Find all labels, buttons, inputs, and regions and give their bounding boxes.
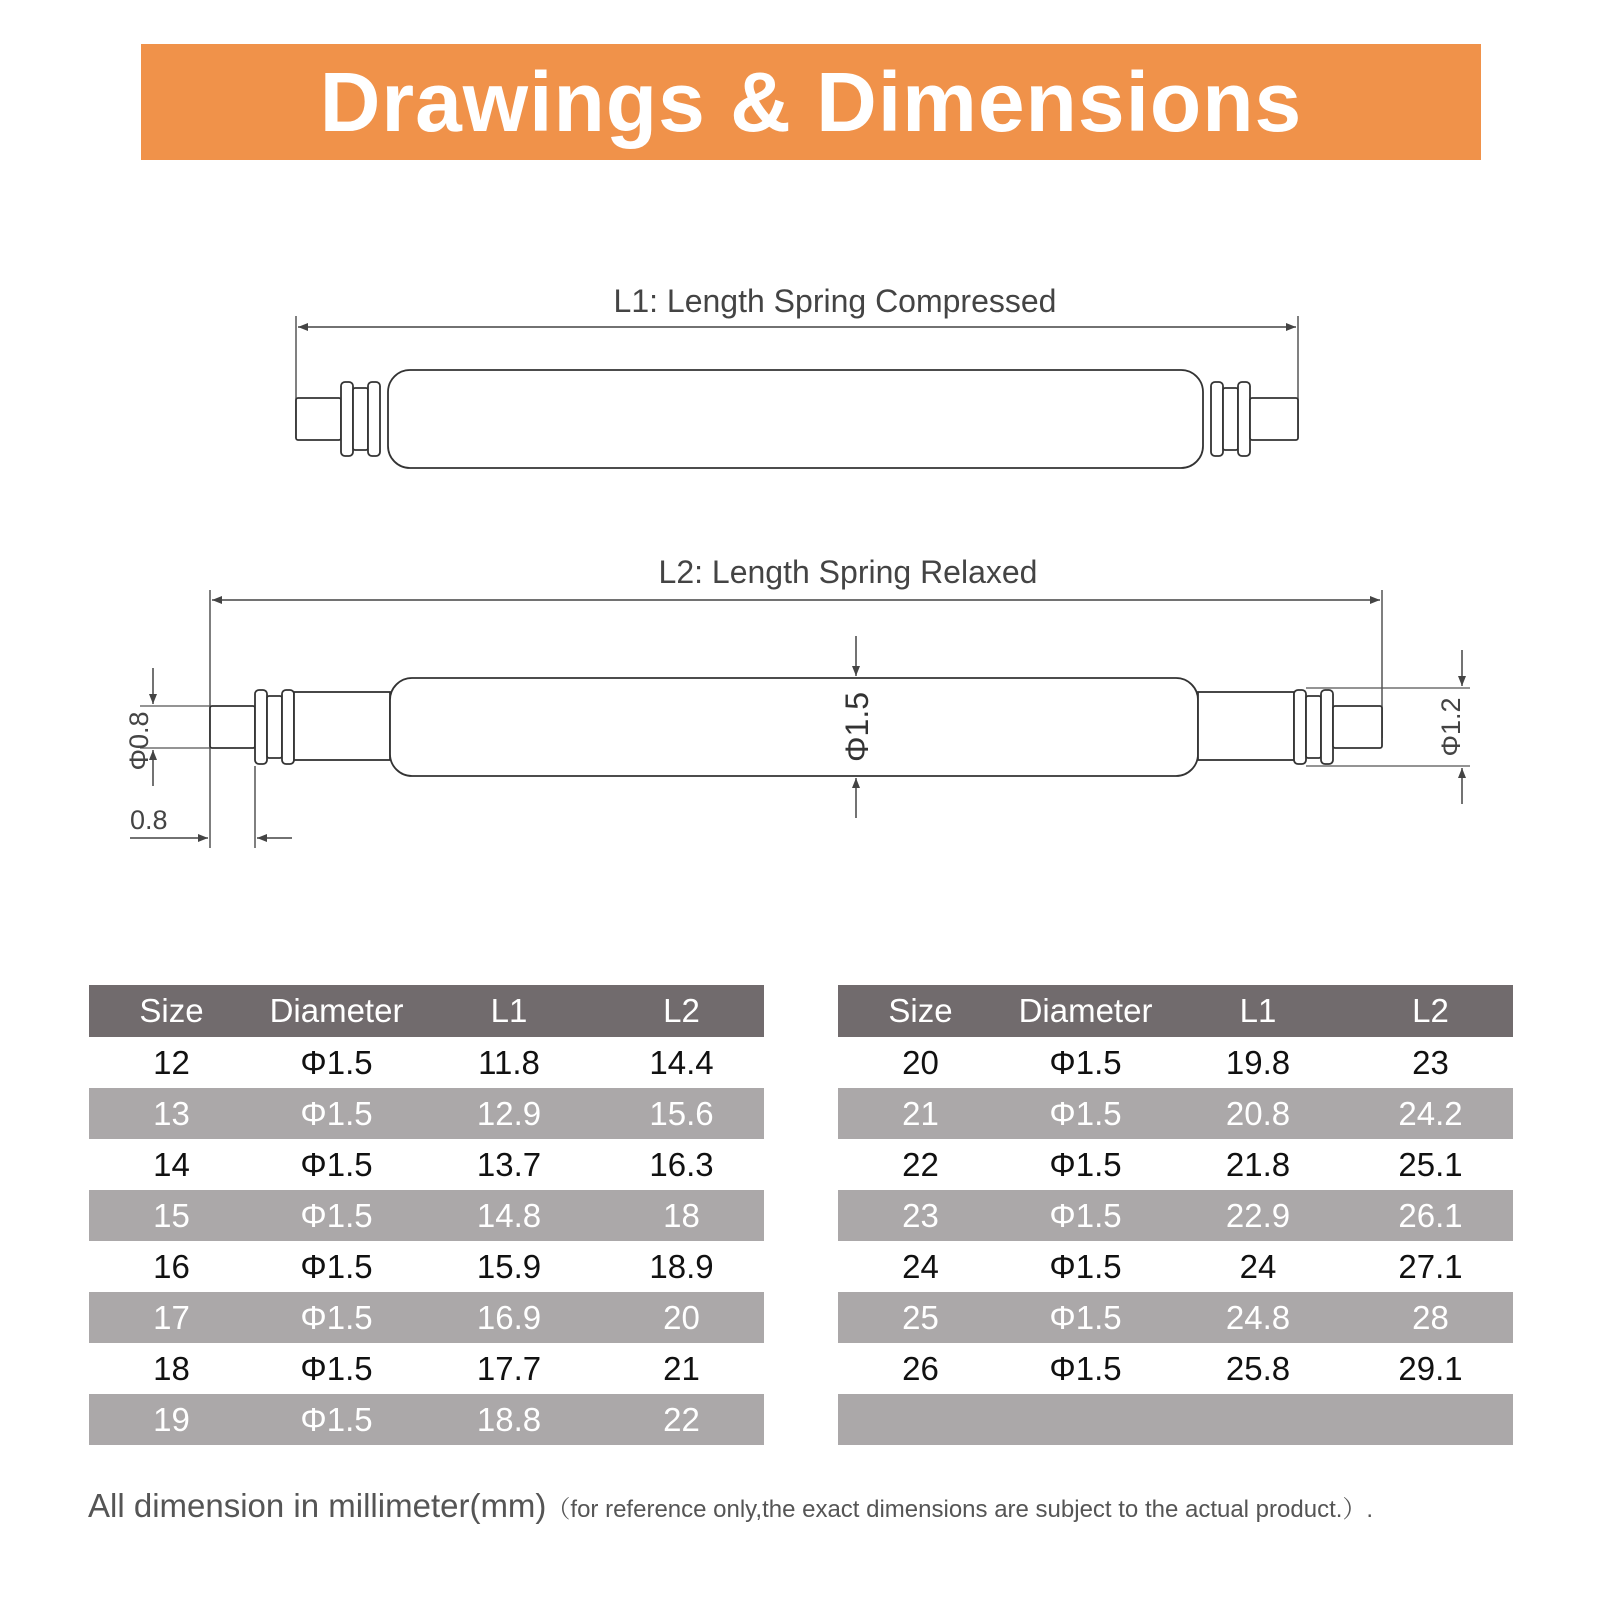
l2-shaft-right — [1198, 692, 1294, 760]
cell-diameter: Φ1.5 — [1003, 1190, 1168, 1241]
cell-diameter: Φ1.5 — [254, 1394, 419, 1445]
table-row — [89, 1394, 764, 1445]
cell-l1: 22.9 — [1168, 1190, 1348, 1241]
cell-diameter: Φ1.5 — [1049, 1349, 1122, 1387]
l2-relaxed-drawing — [124, 554, 1470, 848]
cell-l1: 12.9 — [419, 1088, 599, 1139]
l2-label: L2: Length Spring Relaxed — [658, 554, 1038, 590]
body-diameter-label: Φ1.5 — [839, 691, 875, 763]
table-row — [838, 1139, 1513, 1190]
cell-l2: 18.9 — [649, 1247, 714, 1285]
table-row-empty — [838, 1394, 1513, 1445]
cell-l1: 18.8 — [419, 1394, 599, 1445]
tip-diameter-dimension — [124, 668, 210, 786]
cell-diameter: Φ1.5 — [1049, 1247, 1122, 1285]
cell-l2: 18 — [599, 1190, 764, 1241]
size-table-left — [89, 985, 764, 1445]
table-row — [89, 1139, 764, 1190]
cell-size: 18 — [153, 1349, 190, 1387]
cell-size: 17 — [89, 1292, 254, 1343]
cell-l2: 29.1 — [1398, 1349, 1463, 1387]
l2-shaft-left — [294, 692, 390, 760]
cell-size: 16 — [153, 1247, 190, 1285]
page-title: Drawings & Dimensions — [319, 54, 1303, 149]
cell-l2: 23 — [1412, 1043, 1449, 1081]
table-row — [89, 1190, 764, 1241]
cell-l1: 20.8 — [1168, 1088, 1348, 1139]
cell-diameter: Φ1.5 — [300, 1247, 373, 1285]
shoulder-diameter-label: Φ1.2 — [1436, 697, 1466, 757]
cell-size: 12 — [153, 1043, 190, 1081]
cell-l2: 28 — [1348, 1292, 1513, 1343]
tip-length-label: 0.8 — [130, 805, 168, 835]
cell-l2: 16.3 — [649, 1145, 714, 1183]
l1-compressed-drawing — [296, 283, 1298, 468]
cell-l2: 24.2 — [1348, 1088, 1513, 1139]
table-row — [838, 1037, 1513, 1088]
tip-diameter-label: Φ0.8 — [124, 711, 154, 771]
cell-size: 23 — [838, 1190, 1003, 1241]
cell-l1: 11.8 — [478, 1043, 540, 1081]
cell-size: 25 — [838, 1292, 1003, 1343]
cell-size: 20 — [902, 1043, 939, 1081]
cell-diameter — [1003, 1394, 1168, 1445]
cell-diameter: Φ1.5 — [1003, 1088, 1168, 1139]
cell-l2: 26.1 — [1348, 1190, 1513, 1241]
l2-flange-right-inner — [1294, 690, 1306, 764]
cell-size: 14 — [153, 1145, 190, 1183]
l1-flange-left-inner — [368, 382, 380, 456]
cell-size — [838, 1394, 1003, 1445]
l2-groove-left — [267, 696, 282, 758]
cell-l1: 25.8 — [1225, 1349, 1291, 1387]
cell-size: 22 — [902, 1145, 939, 1183]
table-row — [89, 1292, 764, 1343]
table-row — [838, 1343, 1513, 1394]
l1-flange-right-inner — [1211, 382, 1223, 456]
cell-l1: 19.8 — [1225, 1043, 1291, 1081]
cell-diameter: Φ1.5 — [1049, 1145, 1122, 1183]
l1-tip-left — [296, 398, 341, 440]
cell-l2: 27.1 — [1398, 1247, 1463, 1285]
cell-l1: 24 — [1239, 1247, 1277, 1285]
cell-l1: 15.9 — [476, 1247, 542, 1285]
size-table-right — [838, 985, 1513, 1445]
cell-size: 19 — [89, 1394, 254, 1445]
cell-size: 24 — [902, 1247, 939, 1285]
table-row — [838, 1292, 1513, 1343]
l1-groove-right — [1223, 388, 1238, 450]
cell-l2: 14.4 — [649, 1043, 714, 1081]
tip-length-dimension — [130, 766, 292, 848]
cell-l2: 22 — [599, 1394, 764, 1445]
l1-groove-left — [353, 388, 368, 450]
cell-l2: 15.6 — [599, 1088, 764, 1139]
l1-flange-left-outer — [341, 382, 353, 456]
cell-size: 13 — [89, 1088, 254, 1139]
l2-body — [390, 678, 1198, 776]
cell-l2: 25.1 — [1398, 1145, 1463, 1183]
l2-flange-left-outer — [255, 690, 267, 764]
table-row — [838, 1241, 1513, 1292]
cell-l1: 14.8 — [419, 1190, 599, 1241]
l1-label: L1: Length Spring Compressed — [613, 283, 1057, 319]
cell-diameter: Φ1.5 — [254, 1088, 419, 1139]
l1-tip-right — [1250, 398, 1298, 440]
footnote-units: All dimension in millimeter(mm) — [88, 1487, 547, 1524]
cell-size: 26 — [902, 1349, 939, 1387]
l2-groove-right — [1306, 696, 1321, 758]
table-row — [89, 1241, 764, 1292]
l2-tip-left — [210, 706, 255, 748]
cell-diameter: Φ1.5 — [1049, 1043, 1122, 1081]
footnote — [88, 1487, 1373, 1525]
cell-l1 — [1168, 1394, 1348, 1445]
cell-size: 21 — [838, 1088, 1003, 1139]
cell-l1: 17.7 — [476, 1349, 542, 1387]
cell-l2 — [1348, 1394, 1513, 1445]
cell-l2: 21 — [663, 1349, 700, 1387]
column-header-l1: L1 — [419, 985, 599, 1037]
l1-flange-right-outer — [1238, 382, 1250, 456]
table-row — [89, 1343, 764, 1394]
cell-diameter: Φ1.5 — [300, 1145, 373, 1183]
cell-diameter: Φ1.5 — [254, 1190, 419, 1241]
cell-l1: 24.8 — [1168, 1292, 1348, 1343]
cell-diameter: Φ1.5 — [300, 1349, 373, 1387]
cell-size: 15 — [89, 1190, 254, 1241]
l2-flange-right-outer — [1321, 690, 1333, 764]
table-row — [838, 1190, 1513, 1241]
cell-l1: 21.8 — [1225, 1145, 1291, 1183]
cell-l2: 20 — [599, 1292, 764, 1343]
cell-l1: 13.7 — [476, 1145, 542, 1183]
column-header-diameter: Diameter — [254, 985, 419, 1037]
column-header-size: Size — [838, 985, 1003, 1037]
column-header-l2: L2 — [1348, 985, 1513, 1037]
cell-diameter: Φ1.5 — [300, 1043, 373, 1081]
table-row — [89, 1037, 764, 1088]
body-diameter-dimension — [836, 636, 876, 818]
table-row — [89, 1088, 764, 1139]
l2-flange-left-inner — [282, 690, 294, 764]
column-header-diameter: Diameter — [1003, 985, 1168, 1037]
table-row — [838, 1088, 1513, 1139]
l2-tip-right — [1333, 706, 1382, 748]
table-header-row — [89, 985, 764, 1037]
cell-diameter: Φ1.5 — [1003, 1292, 1168, 1343]
column-header-l2: L2 — [599, 985, 764, 1037]
cell-diameter: Φ1.5 — [254, 1292, 419, 1343]
table-header-row — [838, 985, 1513, 1037]
column-header-size: Size — [89, 985, 254, 1037]
cell-l1: 16.9 — [419, 1292, 599, 1343]
column-header-l1: L1 — [1168, 985, 1348, 1037]
l1-body — [388, 370, 1203, 468]
footnote-disclaimer: （for reference only,the exact dimensions are subject to the actual product.）. — [546, 1496, 1374, 1523]
